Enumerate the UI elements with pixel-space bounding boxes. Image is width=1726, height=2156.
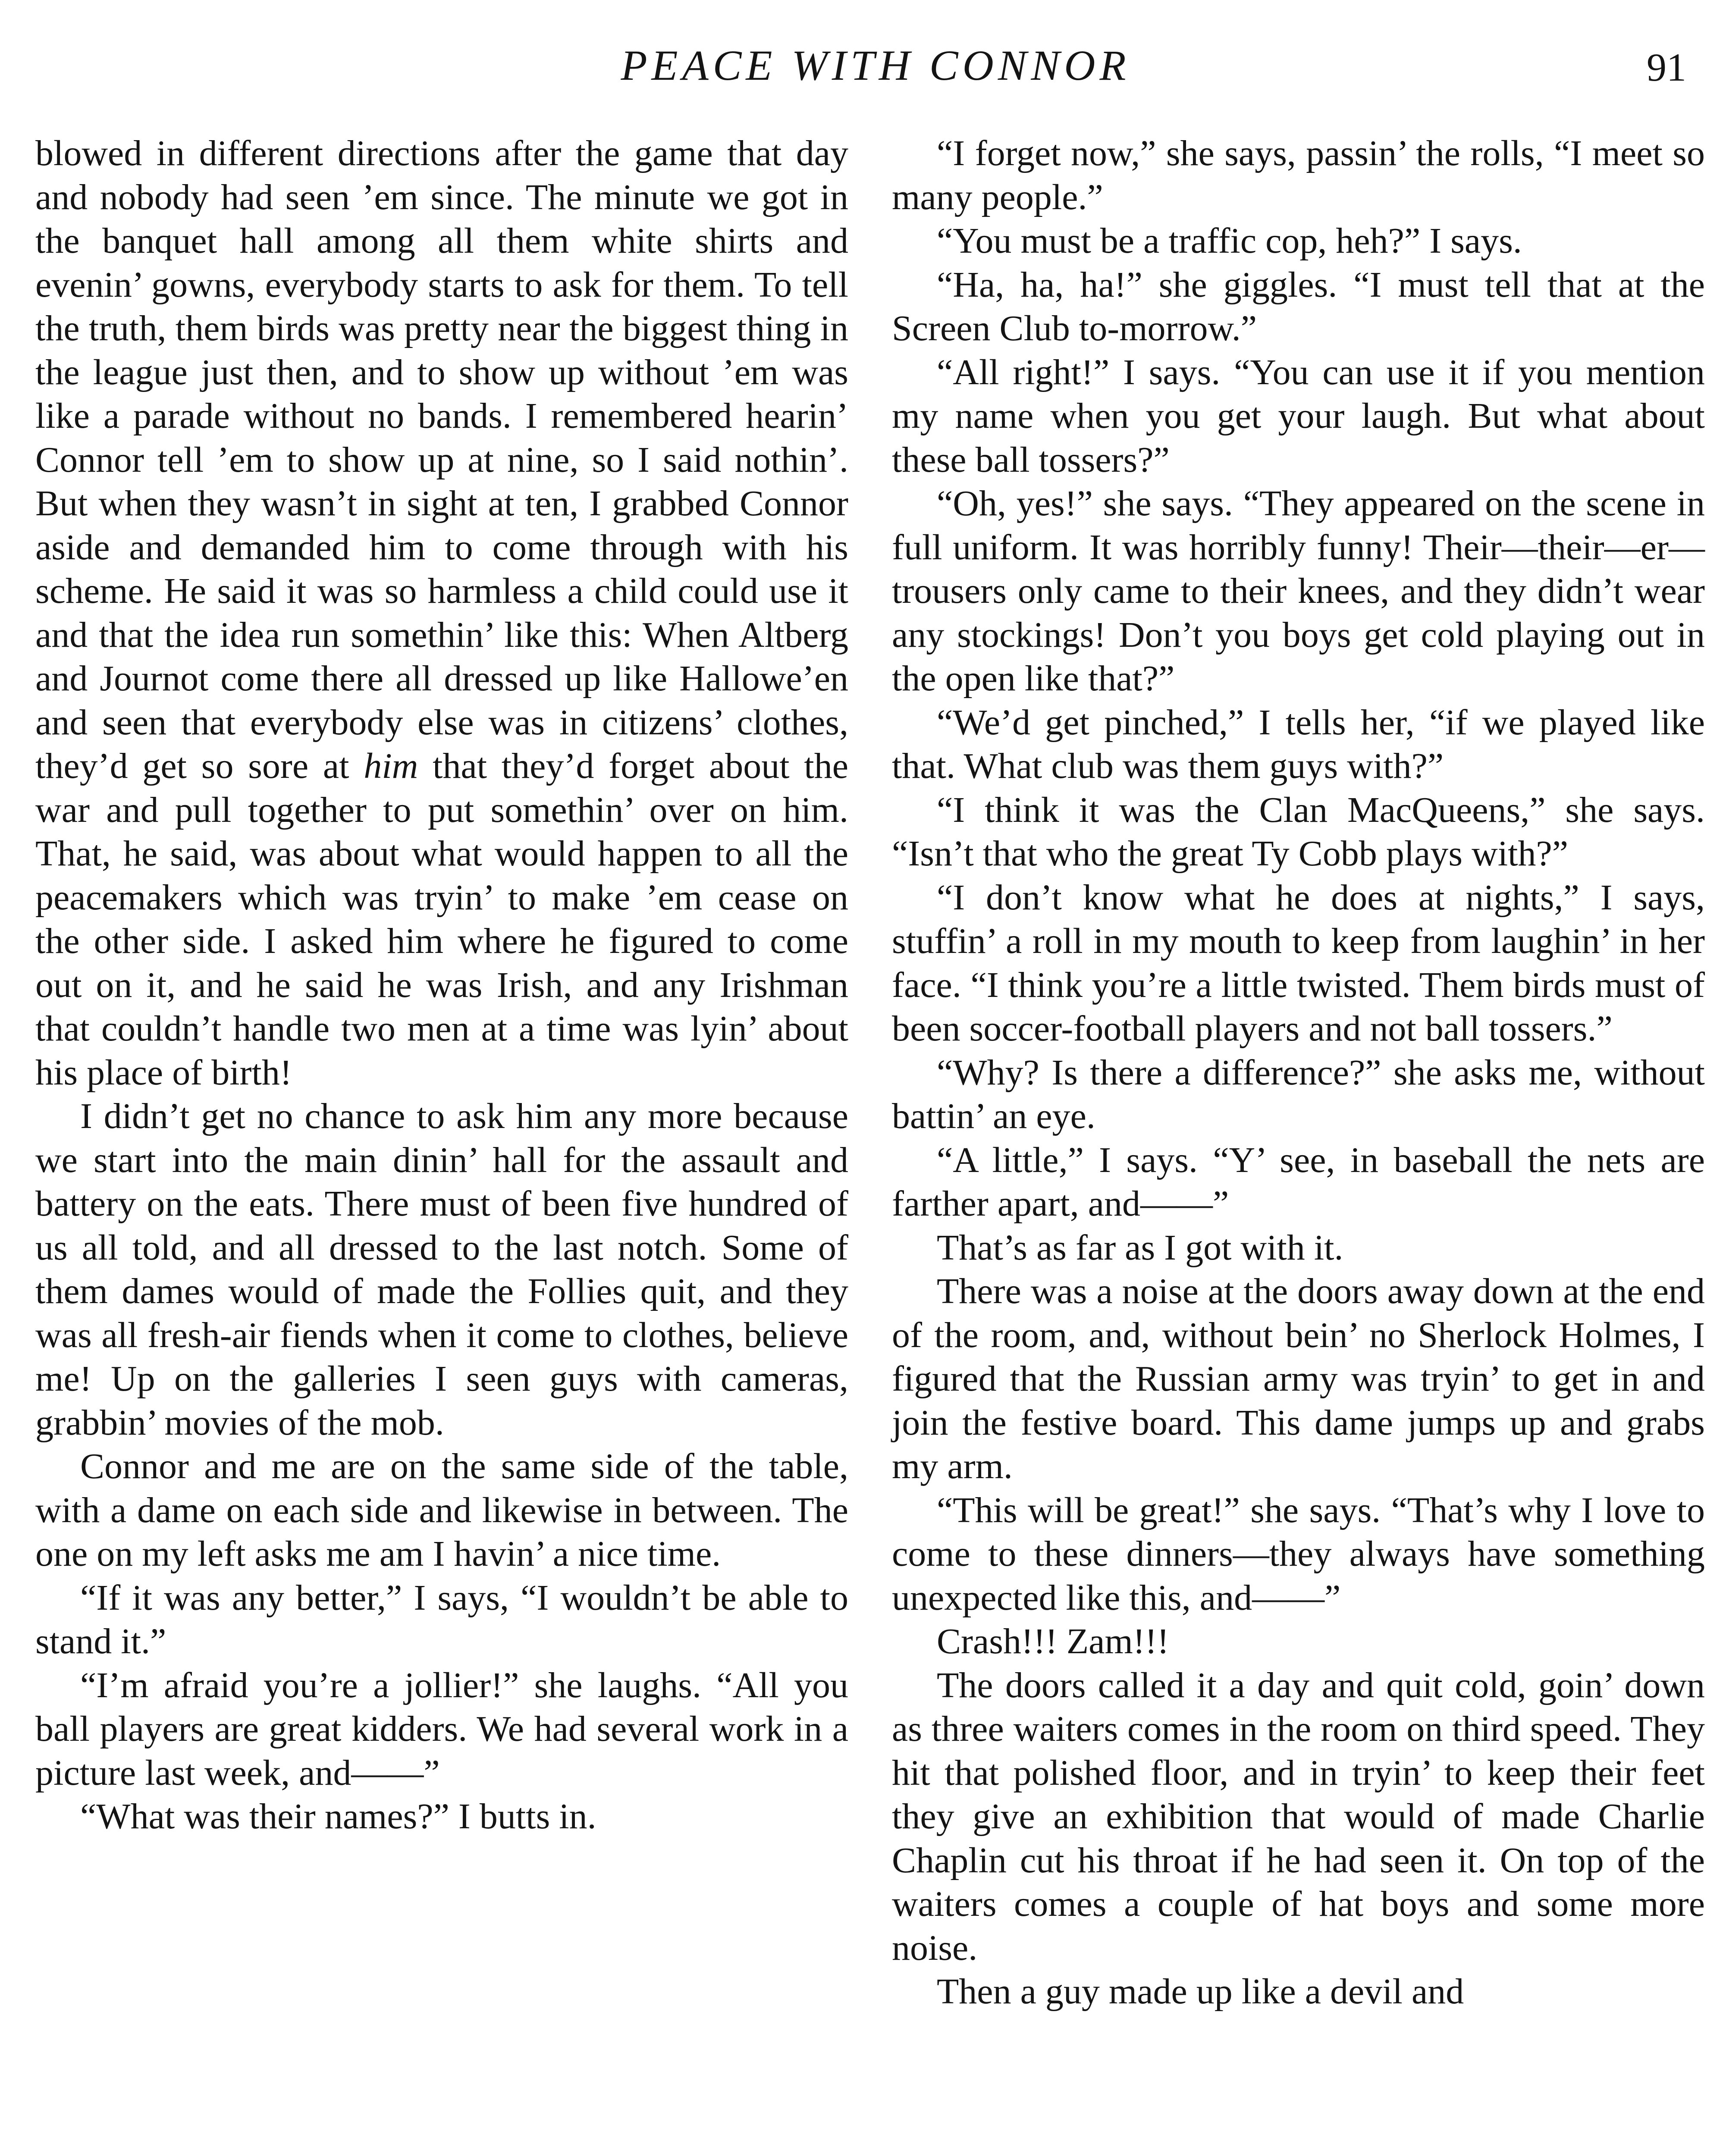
paragraph: “What was their names?” I butts in.: [80, 1796, 596, 1836]
text-run: that they’d forget about the war and pull together to put somethin’ over on him. That, he said, was about what would happen to all the peacemakers which was tryin’ to make ’em cease on the other side. I asked him where he figured to come out on it, and he said he was Irish, and any Irishman that couldn’t handle two men at a time was lyin’ about his place of birth!: [35, 746, 849, 1093]
paragraph: “We’d get pinched,” I tells her, “if we played like that. What club was them guys with?”: [892, 702, 1705, 786]
paragraph: The doors called it a day and quit cold, goin’ down as three waiters comes in the room on third speed. They hit that polished floor, and in tryin’ to keep their feet they give an exhibition that would of made Charlie Chaplin cut his throat if he had seen it. On top of the waiters comes a couple of hat boys and some more noise.: [892, 1665, 1705, 1968]
paragraph: “Ha, ha, ha!” she giggles. “I must tell that at the Screen Club to-morrow.”: [892, 264, 1705, 348]
page-header: [0, 40, 1726, 96]
page-number: 91: [1647, 45, 1686, 89]
paragraph: “This will be great!” she says. “That’s why I love to come to these dinners—they always have something unexpected like this, and——”: [892, 1490, 1705, 1618]
paragraph: “I’m afraid you’re a jollier!” she laughs. “All you ball players are great kidders. We had several work in a picture last week, and——”: [35, 1665, 848, 1793]
paragraph: “I don’t know what he does at nights,” I says, stuffin’ a roll in my mouth to keep from laughin’ in her face. “I think you’re a little twisted. Them birds must of been soccer-football players and not ball tossers.”: [892, 877, 1705, 1049]
text-run: blowed in different directions after the game that day and nobody had seen ’em since. The minute we got in the banquet hall among all them white shirts and evenin’ gowns, everybody starts to ask for them. To tell the truth, them birds was pretty near the biggest thing in the league just then, and to show up without ’em was like a parade without no bands. I remembered hearin’ Connor tell ’em to show up at nine, so I said nothin’. But when they wasn’t in sight at ten, I grabbed Connor aside and demanded him to come through with his scheme. He said it was so harmless a child could use it and that the idea run somethin’ like this: When Altberg and Journot come there all dressed up like Hallowe’en and seen that everybody else was in citizens’ clothes, they’d get so sore at: [35, 133, 848, 786]
paragraph: Crash!!! Zam!!!: [937, 1621, 1169, 1661]
paragraph: Then a guy made up like a devil and: [937, 1971, 1464, 2012]
left-column: [35, 132, 848, 2156]
paragraph: Connor and me are on the same side of the table, with a dame on each side and likewise in between. The one on my left asks me am I havin’ a nice time.: [35, 1446, 848, 1574]
paragraph: “I forget now,” she says, passin’ the rolls, “I meet so many people.”: [892, 133, 1705, 217]
paragraph: There was a noise at the doors away down at the end of the room, and, without bein’ no Sherlock Holmes, I figured that the Russian army was tryin’ to get in and join the festive board. This dame jumps up and grabs my arm.: [892, 1271, 1705, 1486]
paragraph: “I think it was the Clan MacQueens,” she says. “Isn’t that who the great Ty Cobb plays with?”: [892, 790, 1705, 874]
paragraph-continued: [35, 132, 848, 1094]
paragraph: “Oh, yes!” she says. “They appeared on the scene in full uniform. It was horribly funny! Their—their—er—trousers only came to their knees, and they didn’t wear any stockings! Don’t you boys get cold playing out in the open like that?”: [892, 483, 1705, 699]
paragraph: I didn’t get no chance to ask him any more because we start into the main dinin’ hall for the assault and battery on the eats. There must of been five hundred of us all told, and all dressed to the last notch. Some of them dames would of made the Follies quit, and they was all fresh-air fiends when it come to clothes, believe me! Up on the galleries I seen guys with cameras, grabbin’ movies of the mob.: [35, 1096, 848, 1443]
paragraph: “A little,” I says. “Y’ see, in baseball the nets are farther apart, and——”: [892, 1140, 1705, 1224]
paragraph: That’s as far as I got with it.: [937, 1227, 1343, 1268]
right-column: [892, 132, 1705, 2156]
running-title: PEACE WITH CONNOR: [621, 41, 1130, 89]
emphasis-text: him: [364, 746, 418, 786]
paragraph: “Why? Is there a difference?” she asks me, without battin’ an eye.: [892, 1052, 1705, 1136]
paragraph: “All right!” I says. “You can use it if you mention my name when you get your laugh. But what about these ball tossers?”: [892, 352, 1705, 480]
paragraph: “You must be a traffic cop, heh?” I says.: [937, 221, 1522, 261]
paragraph: “If it was any better,” I says, “I wouldn’t be able to stand it.”: [35, 1577, 848, 1661]
